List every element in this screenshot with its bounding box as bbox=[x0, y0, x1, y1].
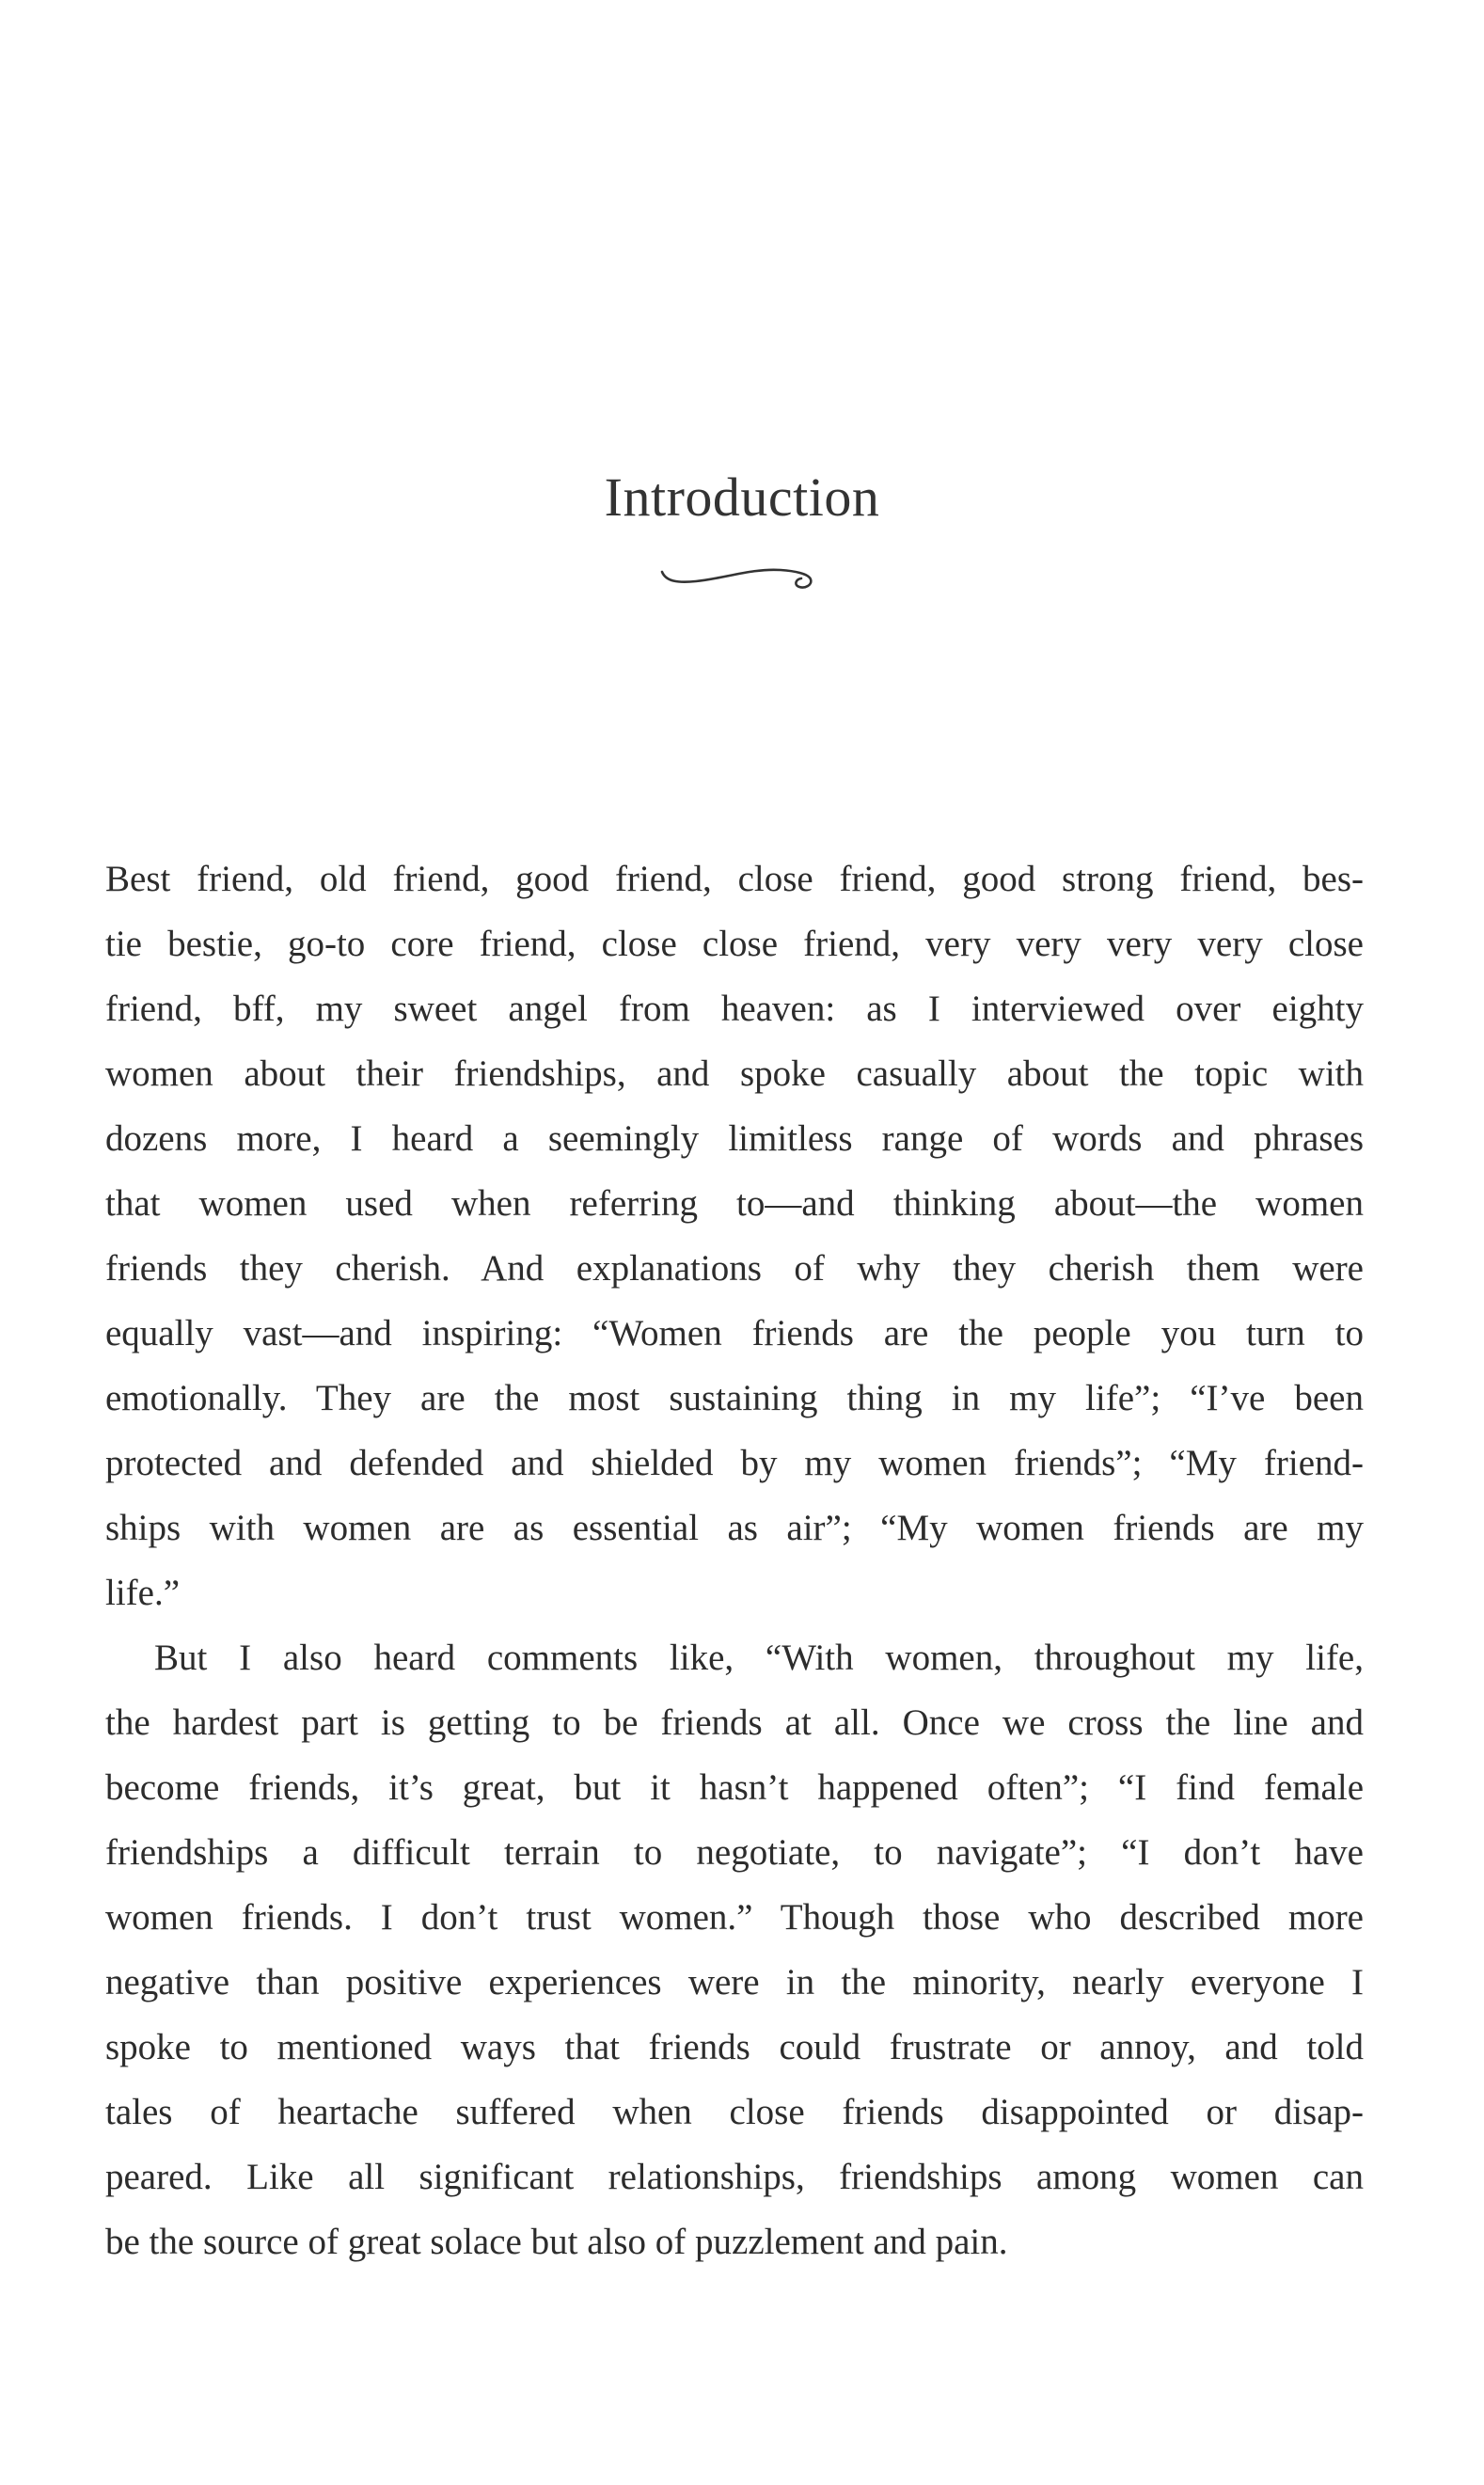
text-line: peared. Like all significant relationships, friendships among women can bbox=[105, 2157, 1364, 2197]
text-line: dozens more, I heard a seemingly limitless range of words and phrases bbox=[105, 1118, 1364, 1159]
text-line: life.” bbox=[105, 1573, 181, 1613]
swash-ornament-icon bbox=[658, 562, 818, 596]
text-line: protected and defended and shielded by my women friends”; “My friend- bbox=[105, 1443, 1364, 1483]
text-line: equally vast—and inspiring: “Women friends are the people you turn to bbox=[105, 1313, 1364, 1353]
text-line: the hardest part is getting to be friends at all. Once we cross the line and bbox=[105, 1702, 1364, 1743]
text-line: negative than positive experiences were in the minority, nearly everyone I bbox=[105, 1962, 1364, 2002]
text-line: become friends, it’s great, but it hasn’t happened often”; “I find female bbox=[105, 1767, 1364, 1808]
text-line: friend, bff, my sweet angel from heaven: as I interviewed over eighty bbox=[105, 989, 1364, 1029]
paragraph-1 bbox=[105, 847, 1364, 1625]
text-line: spoke to mentioned ways that friends could frustrate or annoy, and told bbox=[105, 2027, 1364, 2067]
text-line: women about their friendships, and spoke casually about the topic with bbox=[105, 1053, 1364, 1094]
text-line: emotionally. They are the most sustaining thing in my life”; “I’ve been bbox=[105, 1378, 1364, 1418]
text-line: that women used when referring to—and thinking about—the women bbox=[105, 1183, 1364, 1224]
text-line: tales of heartache suffered when close friends disappointed or disap- bbox=[105, 2092, 1364, 2132]
text-line: be the source of great solace but also of puzzlement and pain. bbox=[105, 2222, 1008, 2262]
text-line: Best friend, old friend, good friend, close friend, good strong friend, bes- bbox=[105, 859, 1364, 899]
chapter-title: Introduction bbox=[604, 467, 880, 528]
text-line: ships with women are as essential as air”; “My women friends are my bbox=[105, 1508, 1364, 1548]
text-line: tie bestie, go-to core friend, close close friend, very very very very close bbox=[105, 924, 1364, 964]
text-line: friends they cherish. And explanations of why they cherish them were bbox=[105, 1248, 1364, 1289]
body-text bbox=[105, 847, 1364, 2274]
text-line: women friends. I don’t trust women.” Though those who described more bbox=[105, 1897, 1364, 1938]
text-line: friendships a difficult terrain to negotiate, to navigate”; “I don’t have bbox=[105, 1832, 1364, 1873]
paragraph-2 bbox=[105, 1625, 1364, 2274]
text-line: But I also heard comments like, “With women, throughout my life, bbox=[154, 1638, 1364, 1678]
